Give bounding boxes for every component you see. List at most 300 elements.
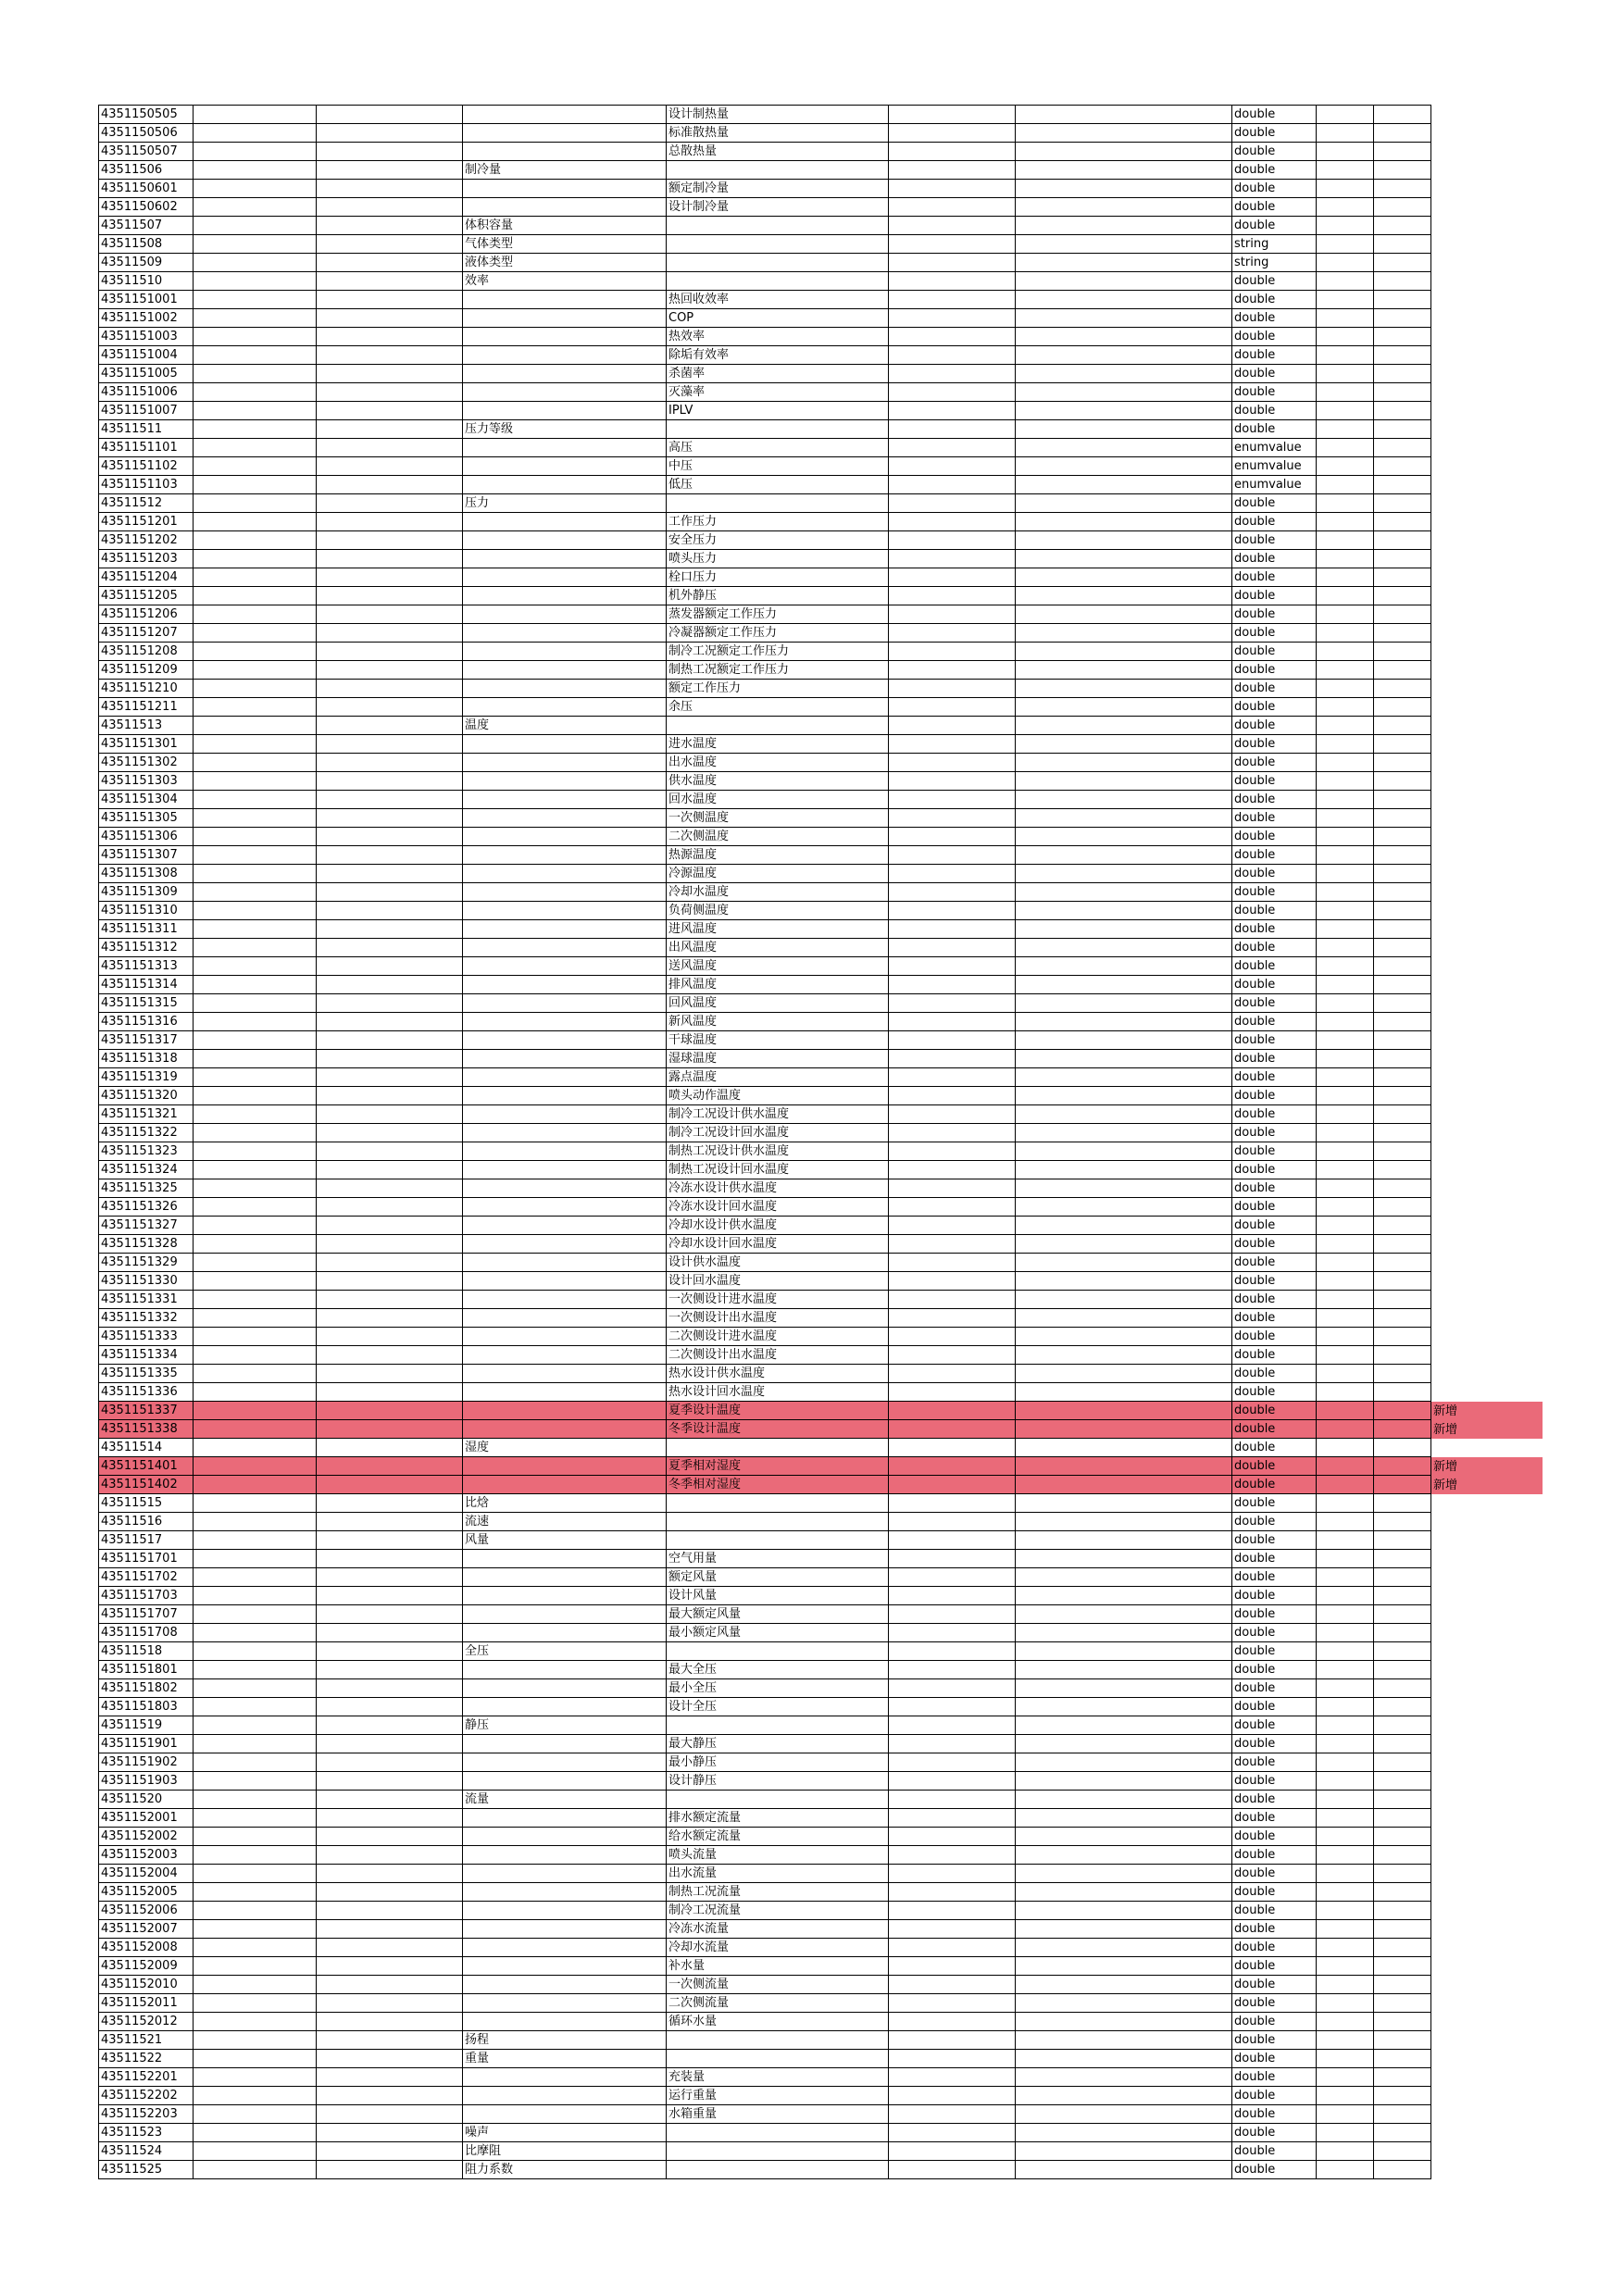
category-cell [463, 2013, 667, 2031]
table-row [99, 1661, 1543, 1679]
table-row [99, 2031, 1543, 2050]
type-cell: double [1232, 717, 1317, 735]
property-cell [667, 161, 889, 180]
property-cell: 设计回水温度 [667, 1272, 889, 1291]
note-cell [1431, 1254, 1543, 1272]
blank-cell [889, 328, 1016, 346]
blank-cell [194, 254, 317, 272]
category-cell: 液体类型 [463, 254, 667, 272]
property-cell: 一次侧温度 [667, 809, 889, 828]
blank-cell [1016, 1494, 1232, 1513]
type-cell: double [1232, 1587, 1317, 1605]
type-cell: double [1232, 1550, 1317, 1568]
code-cell: 4351152009 [99, 1957, 194, 1976]
blank-cell [194, 1365, 317, 1383]
blank-cell [1016, 106, 1232, 124]
blank-cell [889, 1254, 1016, 1272]
property-cell: 排风温度 [667, 976, 889, 994]
blank-cell [1317, 2124, 1374, 2142]
category-cell [463, 457, 667, 476]
blank-cell [1374, 494, 1431, 513]
blank-cell [889, 1642, 1016, 1661]
blank-cell [889, 143, 1016, 161]
type-cell: double [1232, 328, 1317, 346]
note-cell [1431, 180, 1543, 198]
blank-cell [194, 1142, 317, 1161]
category-cell [463, 309, 667, 328]
category-cell: 湿度 [463, 1439, 667, 1457]
blank-cell [1016, 1661, 1232, 1679]
blank-cell [1317, 1013, 1374, 1031]
blank-cell [1016, 1254, 1232, 1272]
blank-cell [194, 1291, 317, 1309]
blank-cell [889, 420, 1016, 439]
type-cell: double [1232, 1642, 1317, 1661]
table-row [99, 254, 1543, 272]
table-row [99, 1050, 1543, 1068]
blank-cell [194, 1457, 317, 1476]
note-cell [1431, 1624, 1543, 1642]
note-cell [1431, 1772, 1543, 1791]
blank-cell [889, 791, 1016, 809]
property-cell [667, 1439, 889, 1457]
blank-cell [1016, 661, 1232, 680]
blank-cell [317, 883, 463, 902]
type-cell: double [1232, 1457, 1317, 1476]
note-cell [1431, 957, 1543, 976]
blank-cell [1374, 1068, 1431, 1087]
code-cell: 4351150601 [99, 180, 194, 198]
blank-cell [1016, 2031, 1232, 2050]
type-cell: double [1232, 1198, 1317, 1217]
blank-cell [1374, 2124, 1431, 2142]
blank-cell [1016, 143, 1232, 161]
note-cell [1431, 476, 1543, 494]
blank-cell [1016, 402, 1232, 420]
blank-cell [1374, 1642, 1431, 1661]
blank-cell [889, 994, 1016, 1013]
code-cell: 4351151402 [99, 1476, 194, 1494]
blank-cell [1317, 1272, 1374, 1291]
blank-cell [1317, 1402, 1374, 1420]
blank-cell [889, 624, 1016, 643]
blank-cell [194, 2105, 317, 2124]
blank-cell [889, 254, 1016, 272]
blank-cell [1374, 1494, 1431, 1513]
blank-cell [1016, 1791, 1232, 1809]
blank-cell [317, 643, 463, 661]
blank-cell [1317, 735, 1374, 754]
blank-cell [194, 1661, 317, 1679]
blank-cell [317, 1457, 463, 1476]
blank-cell [1016, 1142, 1232, 1161]
table-row [99, 291, 1543, 309]
blank-cell [1374, 1772, 1431, 1791]
blank-cell [1374, 920, 1431, 939]
table-row [99, 1254, 1543, 1272]
table-row [99, 2161, 1543, 2179]
blank-cell [889, 717, 1016, 735]
blank-cell [317, 994, 463, 1013]
property-cell: 设计全压 [667, 1698, 889, 1716]
note-cell [1431, 1735, 1543, 1753]
blank-cell [1317, 494, 1374, 513]
property-cell: 灭藻率 [667, 383, 889, 402]
blank-cell [1374, 439, 1431, 457]
type-cell: double [1232, 1994, 1317, 2013]
blank-cell [317, 791, 463, 809]
category-cell [463, 2105, 667, 2124]
code-cell: 4351152005 [99, 1883, 194, 1902]
blank-cell [194, 1272, 317, 1291]
blank-cell [1374, 1142, 1431, 1161]
blank-cell [317, 735, 463, 754]
blank-cell [1317, 1957, 1374, 1976]
blank-cell [1374, 1161, 1431, 1179]
blank-cell [194, 1550, 317, 1568]
blank-cell [1317, 1346, 1374, 1365]
property-cell: 制热工况流量 [667, 1883, 889, 1902]
property-cell: 二次侧设计出水温度 [667, 1346, 889, 1365]
table-row [99, 1994, 1543, 2013]
category-cell [463, 1309, 667, 1328]
property-cell: 冷源温度 [667, 865, 889, 883]
code-cell: 43511524 [99, 2142, 194, 2161]
blank-cell [1317, 1976, 1374, 1994]
table-row [99, 1235, 1543, 1254]
code-cell: 4351151310 [99, 902, 194, 920]
blank-cell [1016, 383, 1232, 402]
blank-cell [1374, 939, 1431, 957]
type-cell: double [1232, 1476, 1317, 1494]
property-cell: 最大静压 [667, 1735, 889, 1753]
property-cell: 设计制热量 [667, 106, 889, 124]
note-cell [1431, 1272, 1543, 1291]
blank-cell [1016, 976, 1232, 994]
blank-cell [194, 1624, 317, 1642]
note-cell [1431, 920, 1543, 939]
property-cell: 负荷侧温度 [667, 902, 889, 920]
property-cell: 排水额定流量 [667, 1809, 889, 1828]
category-cell [463, 865, 667, 883]
property-cell: 喷头动作温度 [667, 1087, 889, 1105]
type-cell: double [1232, 1920, 1317, 1939]
blank-cell [889, 1346, 1016, 1365]
code-cell: 4351151328 [99, 1235, 194, 1254]
table-row [99, 420, 1543, 439]
property-cell: 冬季相对湿度 [667, 1476, 889, 1494]
property-cell [667, 272, 889, 291]
property-cell: 设计供水温度 [667, 1254, 889, 1272]
blank-cell [889, 1698, 1016, 1716]
category-cell: 压力 [463, 494, 667, 513]
blank-cell [1317, 957, 1374, 976]
blank-cell [889, 1402, 1016, 1420]
category-cell [463, 124, 667, 143]
note-cell [1431, 143, 1543, 161]
type-cell: double [1232, 1383, 1317, 1402]
blank-cell [1374, 550, 1431, 568]
property-cell: 一次侧设计出水温度 [667, 1309, 889, 1328]
type-cell: double [1232, 1605, 1317, 1624]
note-cell [1431, 1087, 1543, 1105]
property-cell: 最大额定风量 [667, 1605, 889, 1624]
blank-cell [889, 1161, 1016, 1179]
blank-cell [317, 1272, 463, 1291]
category-cell [463, 1939, 667, 1957]
blank-cell [1317, 976, 1374, 994]
table-row [99, 2050, 1543, 2068]
code-cell: 4351151306 [99, 828, 194, 846]
blank-cell [1016, 1846, 1232, 1865]
blank-cell [1317, 828, 1374, 846]
blank-cell [889, 1476, 1016, 1494]
blank-cell [889, 272, 1016, 291]
blank-cell [1374, 1328, 1431, 1346]
blank-cell [1016, 1457, 1232, 1476]
blank-cell [1016, 1272, 1232, 1291]
blank-cell [1374, 365, 1431, 383]
spreadsheet-table [98, 105, 1543, 2179]
blank-cell [1016, 1050, 1232, 1068]
table-row [99, 1809, 1543, 1828]
blank-cell [889, 1994, 1016, 2013]
type-cell: double [1232, 1254, 1317, 1272]
blank-cell [194, 1439, 317, 1457]
category-cell [463, 1550, 667, 1568]
blank-cell [194, 494, 317, 513]
blank-cell [317, 865, 463, 883]
blank-cell [194, 2031, 317, 2050]
blank-cell [194, 1568, 317, 1587]
blank-cell [889, 735, 1016, 754]
table-row [99, 1179, 1543, 1198]
note-cell [1431, 1920, 1543, 1939]
type-cell: double [1232, 920, 1317, 939]
blank-cell [194, 1328, 317, 1346]
category-cell [463, 1902, 667, 1920]
blank-cell [889, 1531, 1016, 1550]
blank-cell [1016, 1550, 1232, 1568]
code-cell: 4351151315 [99, 994, 194, 1013]
note-cell [1431, 1865, 1543, 1883]
blank-cell [317, 568, 463, 587]
blank-cell [1374, 698, 1431, 717]
blank-cell [194, 809, 317, 828]
property-cell: 冷冻水流量 [667, 1920, 889, 1939]
blank-cell [889, 1568, 1016, 1587]
blank-cell [1016, 457, 1232, 476]
blank-cell [889, 2068, 1016, 2087]
blank-cell [194, 1902, 317, 1920]
blank-cell [317, 180, 463, 198]
blank-cell [317, 420, 463, 439]
note-cell: 新增 [1431, 1420, 1543, 1439]
note-cell [1431, 1939, 1543, 1957]
blank-cell [194, 1050, 317, 1068]
blank-cell [1374, 846, 1431, 865]
category-cell [463, 1883, 667, 1902]
type-cell: double [1232, 957, 1317, 976]
blank-cell [194, 1976, 317, 1994]
blank-cell [889, 550, 1016, 568]
blank-cell [317, 920, 463, 939]
blank-cell [1016, 1624, 1232, 1642]
property-cell: 水箱重量 [667, 2105, 889, 2124]
table-row [99, 1791, 1543, 1809]
code-cell: 4351151210 [99, 680, 194, 698]
blank-cell [317, 717, 463, 735]
table-row [99, 106, 1543, 124]
code-cell: 4351151311 [99, 920, 194, 939]
property-cell: 热源温度 [667, 846, 889, 865]
blank-cell [1016, 1476, 1232, 1494]
table-row [99, 1031, 1543, 1050]
blank-cell [194, 1772, 317, 1791]
type-cell: double [1232, 1494, 1317, 1513]
blank-cell [889, 439, 1016, 457]
blank-cell [194, 1753, 317, 1772]
note-cell: 新增 [1431, 1402, 1543, 1420]
type-cell: double [1232, 550, 1317, 568]
blank-cell [889, 2142, 1016, 2161]
property-cell: 空气用量 [667, 1550, 889, 1568]
table-row [99, 1846, 1543, 1865]
blank-cell [1374, 1939, 1431, 1957]
property-cell: 回风温度 [667, 994, 889, 1013]
category-cell [463, 1365, 667, 1383]
category-cell: 重量 [463, 2050, 667, 2068]
blank-cell [1317, 1698, 1374, 1716]
property-cell: 栓口压力 [667, 568, 889, 587]
category-cell [463, 2068, 667, 2087]
blank-cell [1317, 1105, 1374, 1124]
table-row [99, 402, 1543, 420]
category-cell [463, 1198, 667, 1217]
blank-cell [1374, 513, 1431, 531]
blank-cell [889, 513, 1016, 531]
note-cell [1431, 809, 1543, 828]
note-cell [1431, 272, 1543, 291]
blank-cell [889, 2105, 1016, 2124]
code-cell: 4351151205 [99, 587, 194, 605]
type-cell: double [1232, 2050, 1317, 2068]
blank-cell [1374, 717, 1431, 735]
blank-cell [1016, 1235, 1232, 1254]
blank-cell [1016, 2161, 1232, 2179]
blank-cell [1016, 550, 1232, 568]
property-cell: 喷头压力 [667, 550, 889, 568]
blank-cell [194, 1124, 317, 1142]
type-cell: double [1232, 828, 1317, 846]
blank-cell [317, 1661, 463, 1679]
blank-cell [1317, 883, 1374, 902]
blank-cell [1374, 254, 1431, 272]
category-cell [463, 1772, 667, 1791]
blank-cell [194, 772, 317, 791]
category-cell [463, 976, 667, 994]
blank-cell [317, 624, 463, 643]
blank-cell [194, 476, 317, 494]
property-cell: 设计静压 [667, 1772, 889, 1791]
blank-cell [317, 1346, 463, 1365]
blank-cell [317, 754, 463, 772]
blank-cell [1016, 1013, 1232, 1031]
blank-cell [1016, 439, 1232, 457]
category-cell [463, 291, 667, 309]
code-cell: 4351151702 [99, 1568, 194, 1587]
blank-cell [889, 1939, 1016, 1957]
blank-cell [1016, 1883, 1232, 1902]
blank-cell [1317, 1624, 1374, 1642]
blank-cell [1374, 828, 1431, 846]
note-cell [1431, 328, 1543, 346]
blank-cell [317, 1957, 463, 1976]
blank-cell [1374, 1420, 1431, 1439]
category-cell: 制冷量 [463, 161, 667, 180]
code-cell: 4351152012 [99, 2013, 194, 2031]
property-cell: 余压 [667, 698, 889, 717]
blank-cell [317, 1883, 463, 1902]
type-cell: double [1232, 402, 1317, 420]
property-cell: 出水温度 [667, 754, 889, 772]
table-row [99, 365, 1543, 383]
blank-cell [1016, 698, 1232, 717]
property-cell: 进风温度 [667, 920, 889, 939]
blank-cell [1374, 1994, 1431, 2013]
property-cell [667, 2161, 889, 2179]
blank-cell [194, 365, 317, 383]
type-cell: double [1232, 1772, 1317, 1791]
code-cell: 43511510 [99, 272, 194, 291]
blank-cell [1016, 2105, 1232, 2124]
type-cell: double [1232, 494, 1317, 513]
blank-cell [194, 1587, 317, 1605]
blank-cell [1016, 476, 1232, 494]
blank-cell [1016, 346, 1232, 365]
type-cell: double [1232, 161, 1317, 180]
type-cell: double [1232, 976, 1317, 994]
property-cell: 制冷工况额定工作压力 [667, 643, 889, 661]
blank-cell [1016, 1365, 1232, 1383]
blank-cell [1317, 106, 1374, 124]
category-cell [463, 383, 667, 402]
blank-cell [889, 1050, 1016, 1068]
code-cell: 4351152011 [99, 1994, 194, 2013]
blank-cell [1374, 2031, 1431, 2050]
type-cell: double [1232, 2068, 1317, 2087]
blank-cell [1016, 420, 1232, 439]
code-cell: 4351151002 [99, 309, 194, 328]
blank-cell [1016, 309, 1232, 328]
table-row [99, 1828, 1543, 1846]
code-cell: 4351151206 [99, 605, 194, 624]
category-cell [463, 180, 667, 198]
note-cell [1431, 291, 1543, 309]
blank-cell [889, 198, 1016, 217]
blank-cell [194, 680, 317, 698]
blank-cell [1374, 1698, 1431, 1716]
category-cell [463, 1698, 667, 1716]
blank-cell [1016, 1920, 1232, 1939]
note-cell [1431, 1013, 1543, 1031]
property-cell: 一次侧设计进水温度 [667, 1291, 889, 1309]
blank-cell [317, 291, 463, 309]
blank-cell [317, 2124, 463, 2142]
code-cell: 4351151209 [99, 661, 194, 680]
blank-cell [889, 346, 1016, 365]
blank-cell [1317, 1235, 1374, 1254]
